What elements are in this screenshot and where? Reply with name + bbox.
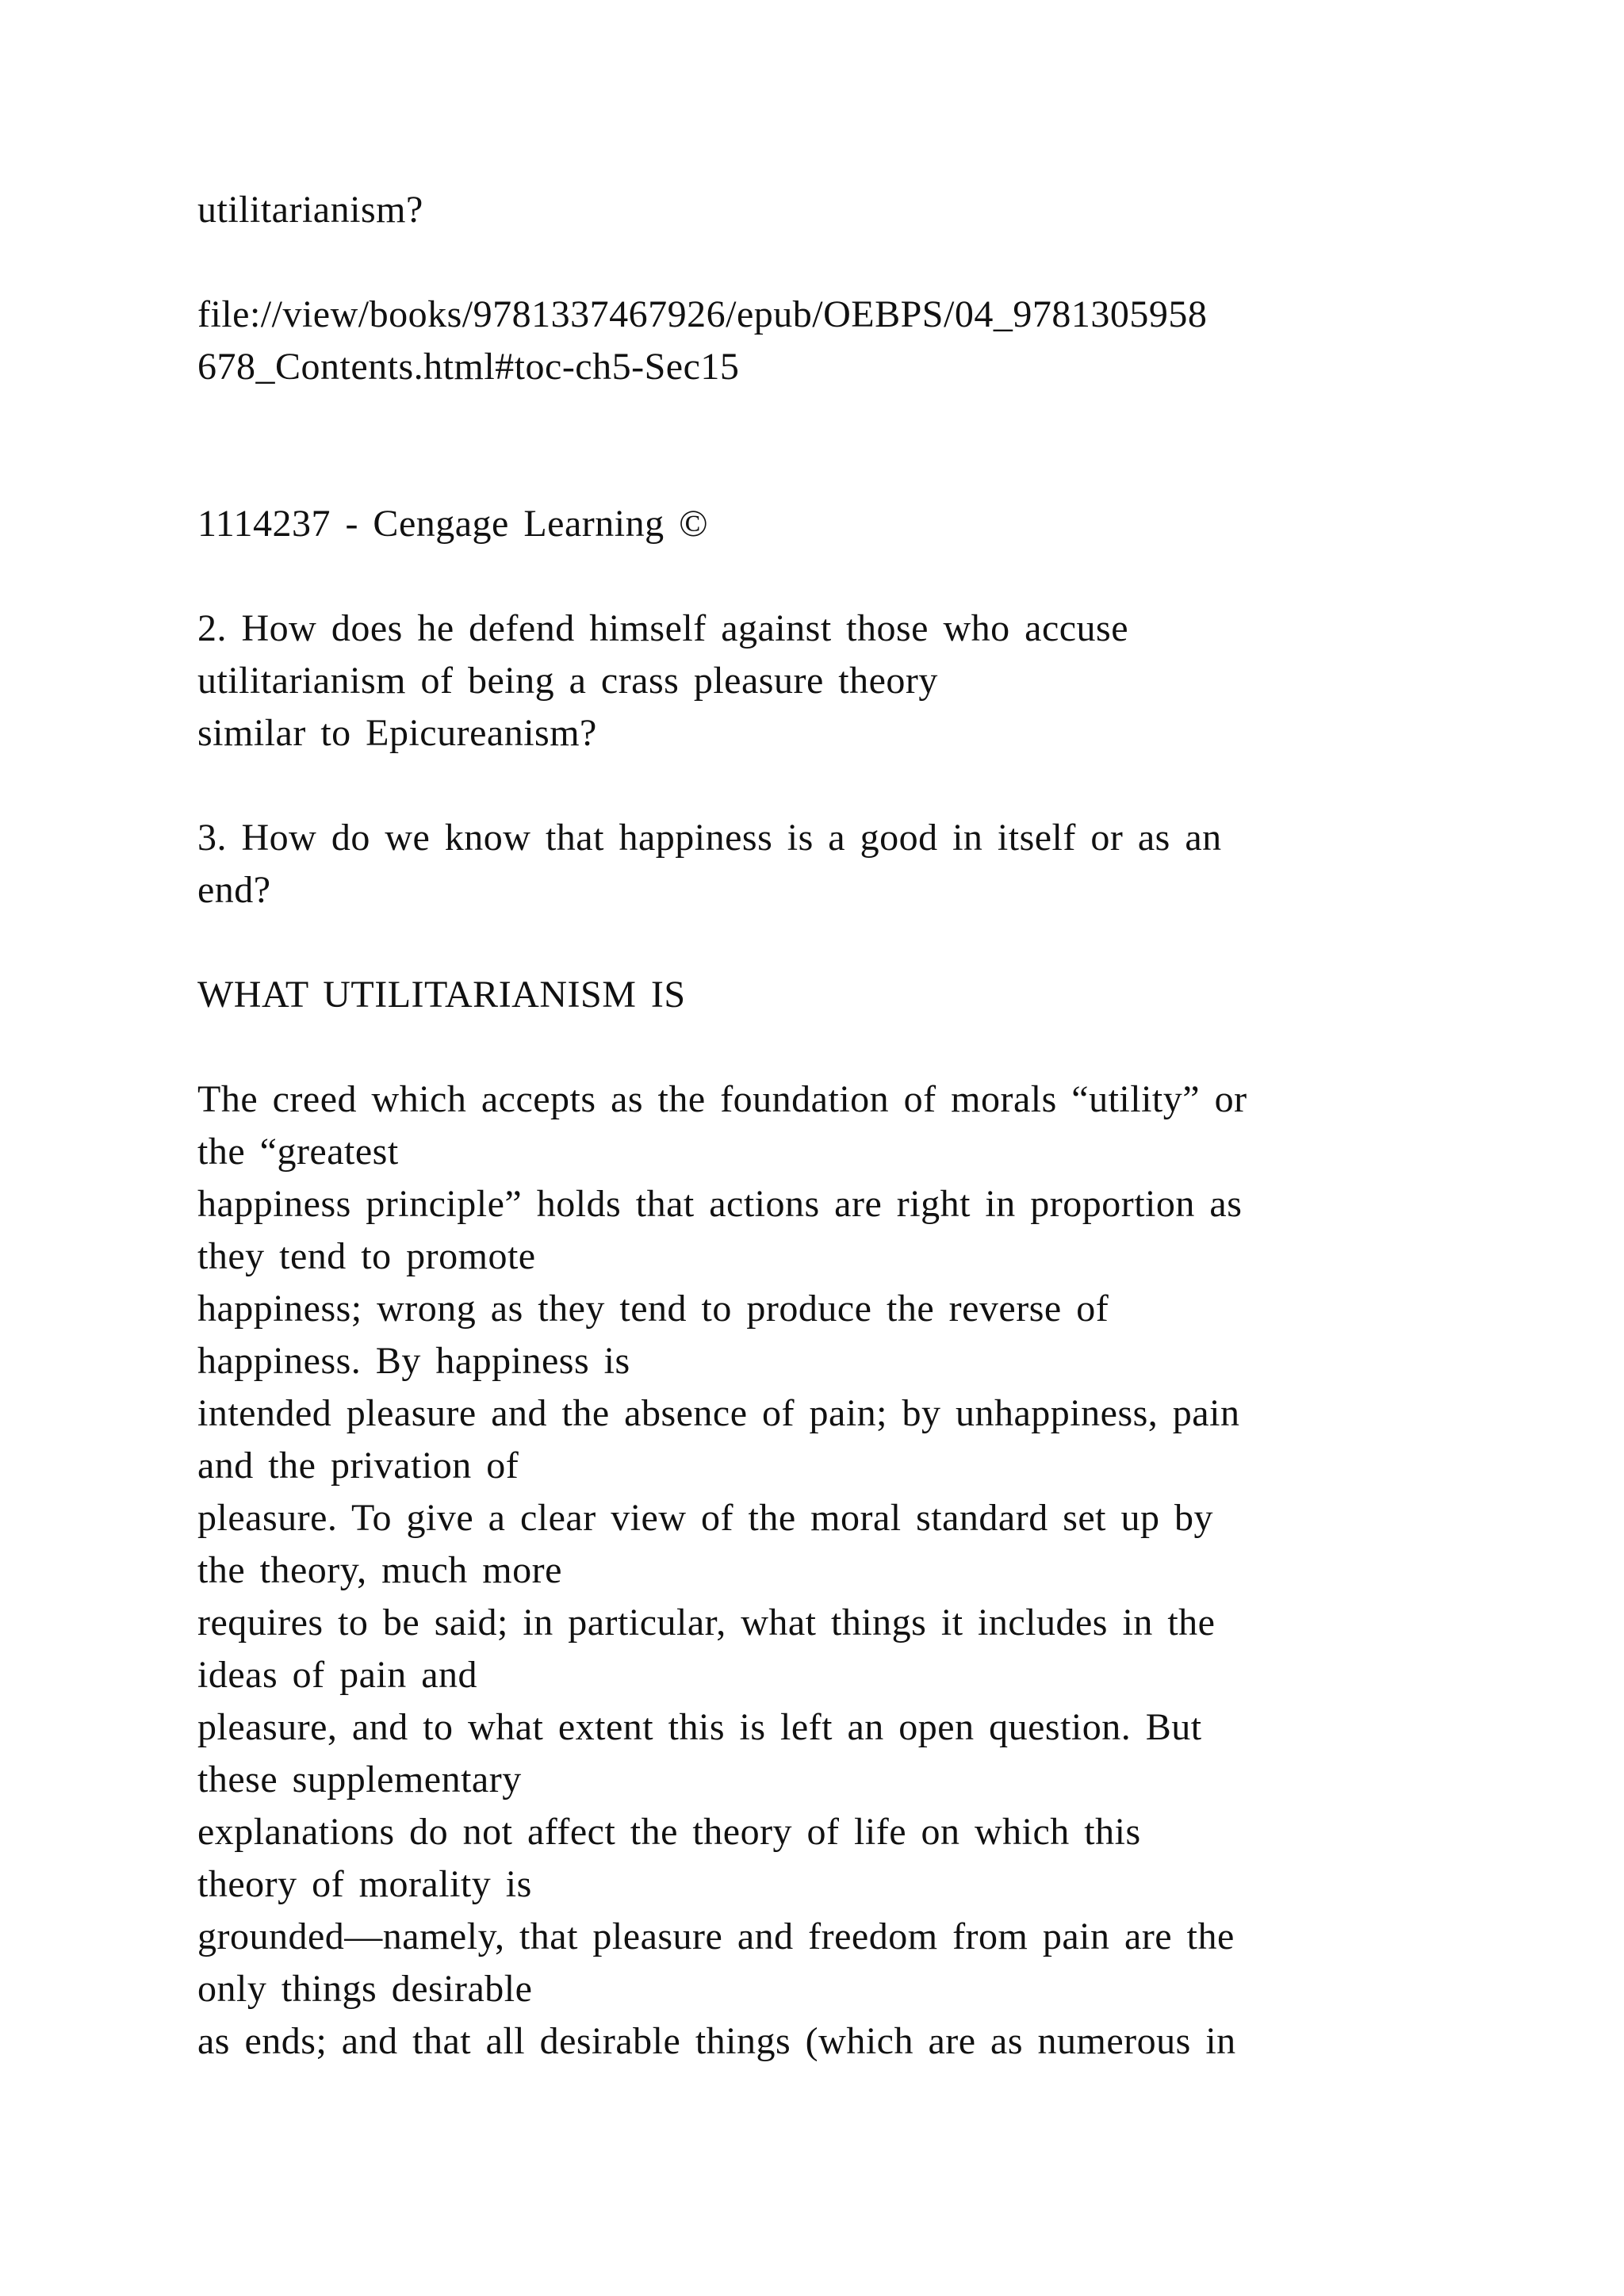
body-line: they tend to promote	[197, 1235, 536, 1277]
body-line: as ends; and that all desirable things (which are as numerous in	[197, 2020, 1236, 2062]
question-line: utilitarianism of being a crass pleasure theory	[197, 660, 938, 702]
body-line: theory of morality is	[197, 1863, 532, 1905]
paragraph-gap	[197, 236, 1497, 289]
section-heading: WHAT UTILITARIANISM IS	[197, 974, 686, 1016]
body-line: pleasure, and to what extent this is left an open question. But	[197, 1706, 1202, 1748]
body-line: happiness; wrong as they tend to produce the reverse of	[197, 1288, 1109, 1330]
body-line: grounded—namely, that pleasure and freedom from pain are the	[197, 1915, 1235, 1957]
copyright-line: 1114237 - Cengage Learning ©	[197, 503, 709, 545]
paragraph-gap	[197, 1021, 1497, 1073]
body-line: these supplementary	[197, 1758, 522, 1800]
file-link-line[interactable]: file://view/books/9781337467926/epub/OEBPS/04_9781305958	[197, 293, 1208, 335]
body-line: and the privation of	[197, 1445, 519, 1487]
text-line: utilitarianism?	[197, 189, 423, 231]
body-line: explanations do not affect the theory of life on which this	[197, 1811, 1141, 1853]
file-link-line[interactable]: 678_Contents.html#toc-ch5-Sec15	[197, 346, 740, 388]
body-line: requires to be said; in particular, what things it includes in the	[197, 1601, 1216, 1644]
body-line: happiness principle” holds that actions are right in proportion as	[197, 1183, 1243, 1225]
paragraph-gap	[197, 393, 1497, 498]
body-line: the “greatest	[197, 1131, 399, 1173]
paragraph-gap	[197, 760, 1497, 812]
body-line: pleasure. To give a clear view of the moral standard set up by	[197, 1497, 1214, 1539]
body-line: happiness. By happiness is	[197, 1340, 630, 1382]
question-line: 2. How does he defend himself against those who accuse	[197, 607, 1129, 649]
body-line: only things desirable	[197, 1968, 533, 2010]
body-line: The creed which accepts as the foundation of morals “utility” or	[197, 1078, 1247, 1120]
body-line: the theory, much more	[197, 1549, 562, 1591]
paragraph-gap	[197, 916, 1497, 969]
paragraph-gap	[197, 550, 1497, 603]
question-line: end?	[197, 869, 271, 911]
question-line: similar to Epicureanism?	[197, 712, 597, 754]
body-line: intended pleasure and the absence of pain; by unhappiness, pain	[197, 1392, 1240, 1434]
body-line: ideas of pain and	[197, 1654, 478, 1696]
question-line: 3. How do we know that happiness is a good in itself or as an	[197, 817, 1222, 859]
